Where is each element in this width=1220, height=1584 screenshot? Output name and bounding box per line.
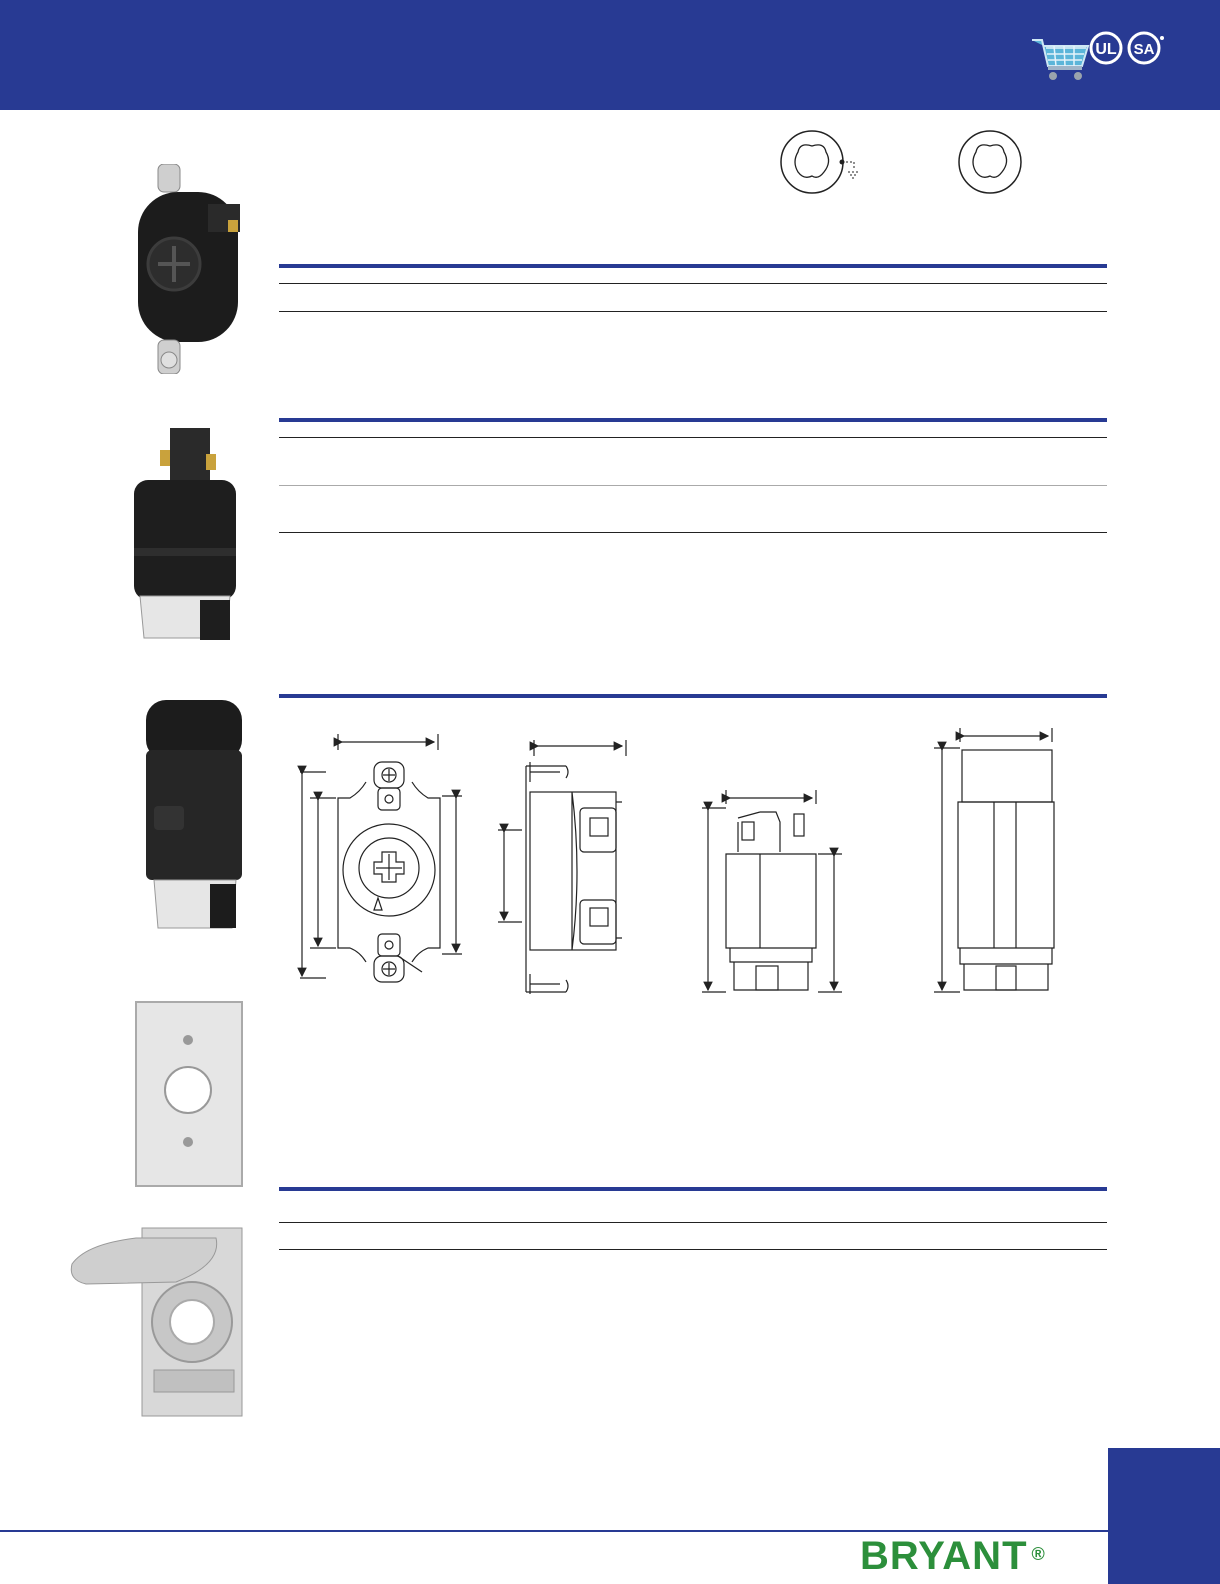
section-2-header-rule: [279, 437, 1107, 438]
section-2-rule: [279, 418, 1107, 422]
pin-configuration-diagrams: [780, 128, 1080, 198]
receptacle-side-drawing: [498, 740, 626, 994]
shopping-cart-icon[interactable]: [1032, 40, 1088, 80]
weatherproof-cover-photo: [66, 1224, 246, 1420]
section-4-header-rule: [279, 1222, 1107, 1223]
csa-certified-icon: [1129, 33, 1164, 63]
bryant-logo: [860, 1534, 1046, 1578]
plug-drawing: [702, 790, 842, 992]
wall-plate-photo: [134, 1000, 244, 1188]
section-1-rule: [279, 264, 1107, 268]
section-2-bottom-rule: [279, 532, 1107, 533]
csa-mark-text: SA: [1133, 41, 1155, 58]
section-1-header-rule: [279, 283, 1107, 284]
section-2-row-rule: [279, 485, 1107, 486]
bryant-logo-text: BRYANT: [860, 1534, 1028, 1578]
certification-marks: [1030, 18, 1190, 90]
section-4-bottom-rule: [279, 1249, 1107, 1250]
section-1-bottom-rule: [279, 311, 1107, 312]
connector-body-photo: [140, 696, 250, 932]
receptacle-front-drawing: [300, 734, 462, 982]
registered-mark: ®: [1031, 1544, 1046, 1564]
flush-receptacle-photo: [128, 164, 248, 374]
ul-listed-icon: [1091, 33, 1121, 63]
plug-face-diagram: [959, 131, 1021, 193]
receptacle-face-diagram: [781, 131, 860, 193]
ul-mark-text: UL: [1095, 41, 1117, 58]
section-3-rule: [279, 694, 1107, 698]
connector-drawing: [934, 728, 1054, 992]
page-side-tab: [1108, 1448, 1220, 1584]
dimension-drawings: [290, 722, 1090, 1012]
footer-rule: [0, 1530, 1108, 1532]
locking-plug-photo: [130, 428, 240, 642]
section-4-rule: [279, 1187, 1107, 1191]
